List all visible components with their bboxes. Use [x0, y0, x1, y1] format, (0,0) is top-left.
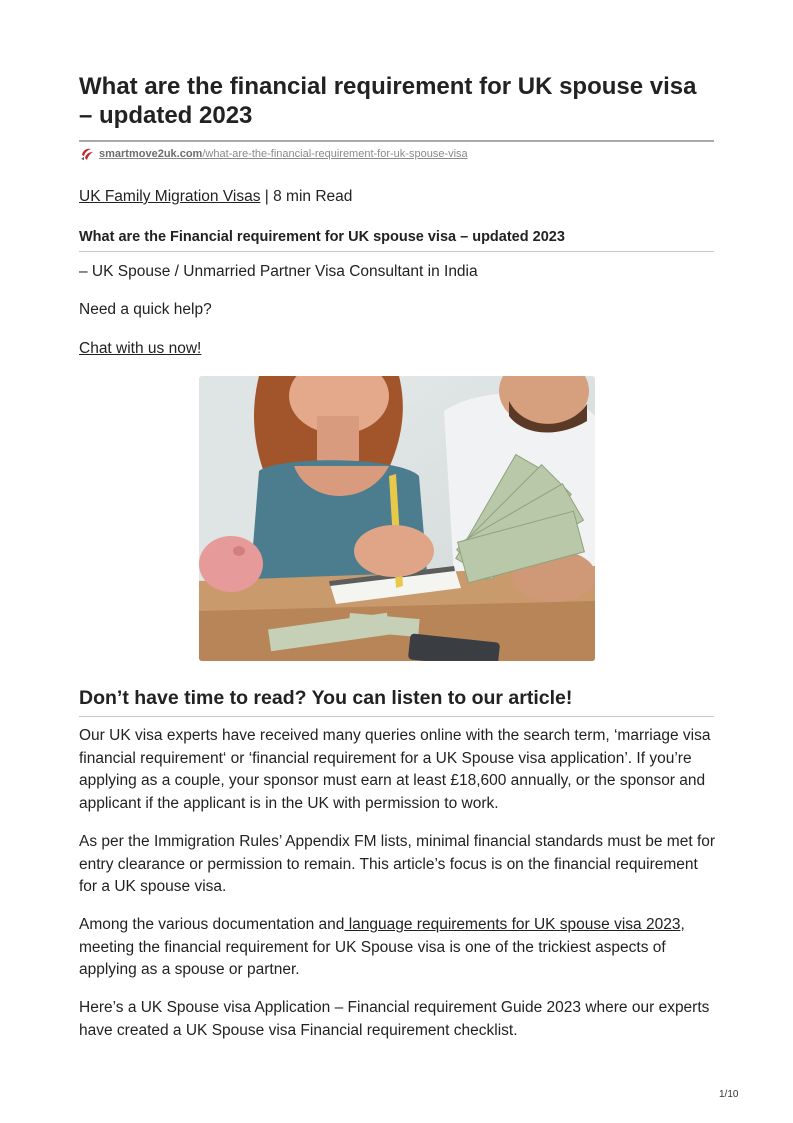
smartmove2uk-logo-icon [79, 146, 95, 162]
read-time: | 8 min Read [260, 188, 353, 205]
paragraph-1: Our UK visa experts have received many queries online with the search term, ‘marriage visa financial requirement‘ or ‘financial requirement for a UK Spouse visa application’. If you’re applying as a couple, your sponsor must earn at least £18,600 annually, or the sponsor and applicant if the applicant is in the UK with permission to work. [79, 727, 711, 812]
source-domain: smartmove2uk.com [99, 148, 203, 160]
category-link[interactable]: UK Family Migration Visas [79, 188, 261, 205]
chat-line [79, 338, 719, 361]
listen-divider [79, 716, 714, 717]
couple-money-image [199, 376, 595, 661]
source-url [79, 146, 468, 162]
help-text: Need a quick help? [79, 301, 212, 318]
paragraph-4: Here’s a UK Spouse visa Application – Financial requirement Guide 2023 where our experts have created a UK Spouse visa Financial requirement checklist. [79, 999, 710, 1039]
article-subheading: What are the Financial requirement for UK spouse visa – updated 2023 [79, 229, 565, 245]
title-divider [79, 140, 714, 142]
language-requirements-link[interactable]: language requirements for UK spouse visa 2023 [344, 916, 681, 933]
page-number: 1/10 [719, 1089, 739, 1100]
paragraph-3 [79, 914, 719, 982]
chat-link[interactable]: Chat with us now! [79, 340, 202, 357]
source-link[interactable] [99, 148, 468, 160]
article-title: What are the financial requirement for UK spouse visa – updated 2023 [79, 73, 697, 129]
couple-money-photo [199, 376, 595, 661]
article-meta [79, 187, 352, 207]
subheading-divider [79, 251, 714, 252]
paragraph-3-before: Among the various documentation and [79, 916, 345, 933]
listen-heading: Don’t have time to read? You can listen to our article! [79, 687, 573, 709]
source-path: /what-are-the-financial-requirement-for-uk-spouse-visa [202, 148, 468, 160]
paragraph-3-after: , meeting the financial requirement for UK Spouse visa is one of the trickiest aspects of applying as a spouse or partner. [79, 916, 685, 978]
paragraph-2: As per the Immigration Rules’ Appendix FM lists, minimal financial standards must be met for entry clearance or permission to remain. This article’s focus is on the financial requirement for a UK spouse visa. [79, 833, 716, 895]
tagline: – UK Spouse / Unmarried Partner Visa Consultant in India [79, 263, 478, 280]
